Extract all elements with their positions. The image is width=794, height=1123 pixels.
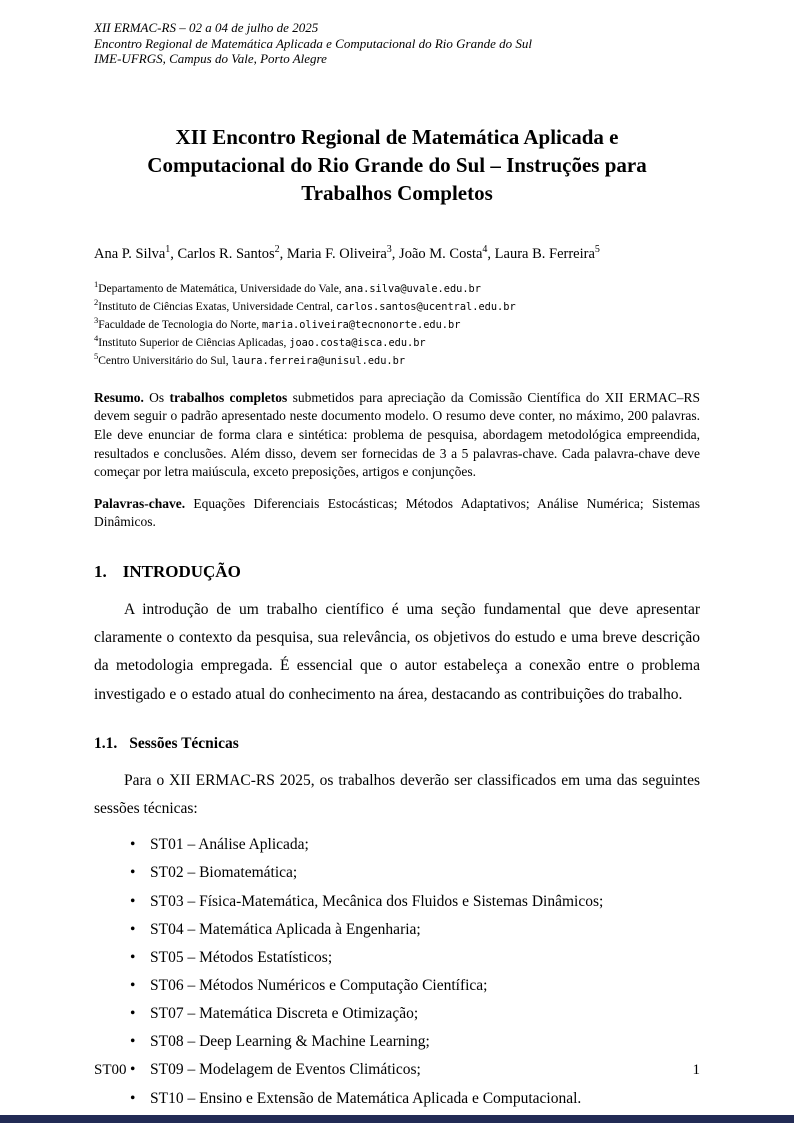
keywords-paragraph [94,495,700,532]
session-item: • ST05 – Métodos Estatísticos; [130,948,700,968]
session-item: • ST06 – Métodos Numéricos e Computação Científica; [130,976,700,996]
session-item: • ST08 – Deep Learning & Machine Learning; [130,1032,700,1052]
affiliation-email: maria.oliveira@tecnonorte.edu.br [262,318,461,331]
author-affil-ref: 2 [274,243,280,255]
subsection-heading-sessoes-tecnicas [94,735,700,753]
affiliation-text: Faculdade de Tecnologia do Norte, [98,318,263,331]
affiliation-text: Instituto de Ciências Exatas, Universidade Central, [98,300,336,313]
section-title: INTRODUÇÃO [122,562,241,582]
session-item: • ST09 – Modelagem de Eventos Climáticos; [130,1060,700,1080]
affiliation-line [94,351,700,369]
author [399,243,495,262]
session-item: • ST04 – Matemática Aplicada à Engenharia; [130,920,700,940]
introduction-paragraph: A introdução de um trabalho científico é uma seção fundamental que deve apresentar claramente o contexto da pesquisa, sua relevância, os objetivos do estudo e uma breve descrição da metodologia empregada. É essencial que o autor estabeleça a conexão entre o problema investigado e o estado atual do conhecimento na área, destacando as contribuições do trabalho. [94,601,700,703]
affiliation-number: 5 [94,350,99,361]
author-name: Laura B. Ferreira [494,245,595,262]
subsection-title: Sessões Técnicas [129,734,239,752]
affiliation-line [94,297,700,315]
author-affil-ref: 4 [482,243,488,255]
author-name: Maria F. Oliveira [286,245,387,262]
page-number: 1 [692,1062,700,1078]
subsection-number: 1.1. [94,734,118,752]
abstract-paragraph [94,389,700,482]
header-line-1: XII ERMAC-RS – 02 a 04 de julho de 2025 [94,20,319,35]
affiliation-number: 4 [94,332,99,343]
author-affil-ref: 5 [594,243,600,255]
abstract-text: submetidos para apreciação da Comissão Científica do XII ERMAC–RS devem seguir o padrão apresentado neste documento modelo. O resumo deve conter, no máximo, 200 palavras. Ele deve enunciar de forma clara e sintética: problema de pesquisa, abordagem metodológica empreendida, resultados e conclusões. Além disso, devem ser fornecidas de 3 a 5 palavras-chave. Cada palavra-chave deve começar por letra maiúscula, exceto preposições, artigos e conjunções. [94,389,701,480]
author-separator: , [170,245,178,262]
author-separator: , [391,245,400,262]
session-item: • ST10 – Ensino e Extensão de Matemática Aplicada e Computacional. [130,1089,700,1109]
author-name: João M. Costa [399,245,483,262]
affiliations-block [94,279,700,369]
abstract-label: Resumo. [94,389,144,405]
affiliation-line [94,315,700,333]
affiliation-email: ana.silva@uvale.edu.br [344,282,481,295]
abstract-text: Os [149,389,170,405]
authors-line [94,244,700,263]
author-name: Carlos R. Santos [177,245,275,262]
affiliation-text: Centro Universitário do Sul, [98,354,232,367]
session-item: • ST02 – Biomatemática; [130,863,700,883]
author-name: Ana P. Silva [94,245,166,262]
affiliation-number: 3 [94,314,99,325]
sessions-intro-paragraph: Para o XII ERMAC-RS 2025, os trabalhos deverão ser classificados em uma das seguintes sessões técnicas: [94,771,700,818]
author-separator: , [279,245,287,262]
affiliation-line [94,279,700,297]
author [177,243,287,262]
author-separator: , [487,245,495,262]
affiliation-email: joao.costa@isca.edu.br [289,336,426,349]
header-line-2: Encontro Regional de Matemática Aplicada e Computacional do Rio Grande do Sul [94,35,532,51]
affiliation-number: 1 [94,278,99,289]
page-footer [94,1062,700,1079]
author [494,243,600,262]
session-item: • ST07 – Matemática Discreta e Otimização; [130,1004,700,1024]
author [286,243,400,262]
affiliation-email: laura.ferreira@unisul.edu.br [231,354,406,367]
abstract-bold-term: trabalhos completos [169,389,288,405]
affiliation-line [94,333,700,351]
footer-left-label: ST00 [94,1062,127,1078]
author [94,243,178,262]
author-affil-ref: 3 [386,243,392,255]
paper-title: XII Encontro Regional de Matemática Aplicada e Computacional do Rio Grande do Sul – Instruções para Trabalhos Completos [147,124,647,206]
session-item: • ST01 – Análise Aplicada; [130,835,700,855]
affiliation-text: Departamento de Matemática, Universidade do Vale, [98,282,345,295]
affiliation-number: 2 [94,296,99,307]
author-affil-ref: 1 [165,243,171,255]
affiliation-text: Instituto Superior de Ciências Aplicadas, [98,336,290,349]
keywords-text: Equações Diferenciais Estocásticas; Métodos Adaptativos; Análise Numérica; Sistemas Dinâmicos. [94,495,700,530]
bottom-bar [0,1115,794,1123]
section-number: 1. [94,562,107,582]
running-header [94,20,700,67]
section-heading-introduction [94,562,700,582]
session-item: • ST03 – Física-Matemática, Mecânica dos Fluidos e Sistemas Dinâmicos; [130,892,700,912]
header-line-3: IME-UFRGS, Campus do Vale, Porto Alegre [94,51,327,67]
affiliation-email: carlos.santos@ucentral.edu.br [335,300,516,313]
keywords-label: Palavras-chave. [94,495,186,511]
